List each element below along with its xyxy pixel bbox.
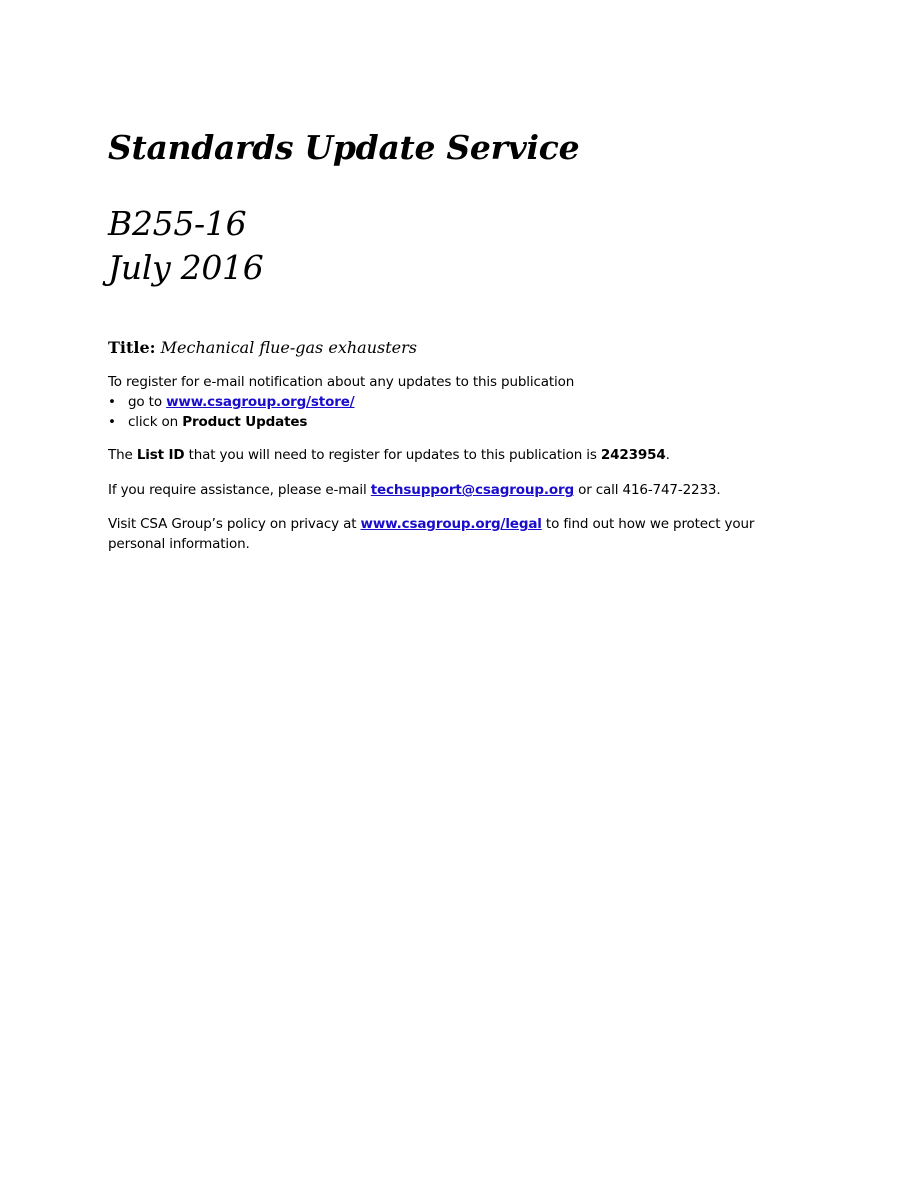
bullet-text: go to [128,394,167,410]
title-label: Title: [108,338,156,357]
privacy-pre: Visit CSA Group’s policy on privacy at [108,516,361,532]
legal-link[interactable]: www.csagroup.org/legal [360,516,542,532]
title-value: Mechanical flue-gas exhausters [160,338,417,357]
service-title: Standards Update Service [108,128,580,167]
assistance-post: or call 416-747-2233. [573,482,721,498]
standard-number: B255-16 [108,204,247,243]
standard-date: July 2016 [108,248,264,287]
standard-header [108,202,263,290]
product-updates-label: Product Updates [182,414,308,430]
assistance-paragraph [108,480,768,500]
list-id-label: List ID [136,447,185,463]
list-id-pre: The [108,447,137,463]
bullet-text: click on [128,414,183,430]
register-instructions [108,372,574,432]
list-id-mid: that you will need to register for updates to this publication is [184,447,601,463]
list-id-value: 2423954 [600,447,666,463]
assistance-pre: If you require assistance, please e-mail [108,482,371,498]
privacy-paragraph [108,514,768,554]
store-link[interactable]: www.csagroup.org/store/ [166,394,355,410]
privacy-post: to find out how we protect your personal information. [108,516,755,552]
register-intro: To register for e-mail notification about any updates to this publication [108,374,575,390]
bullet-icon: • [108,414,116,430]
list-id-post: . [665,447,670,463]
publication-title [108,337,417,359]
list-id-paragraph [108,445,768,465]
list-item [108,412,574,432]
bullet-icon: • [108,394,116,410]
list-item [108,392,574,412]
support-email-link[interactable]: techsupport@csagroup.org [370,482,574,498]
